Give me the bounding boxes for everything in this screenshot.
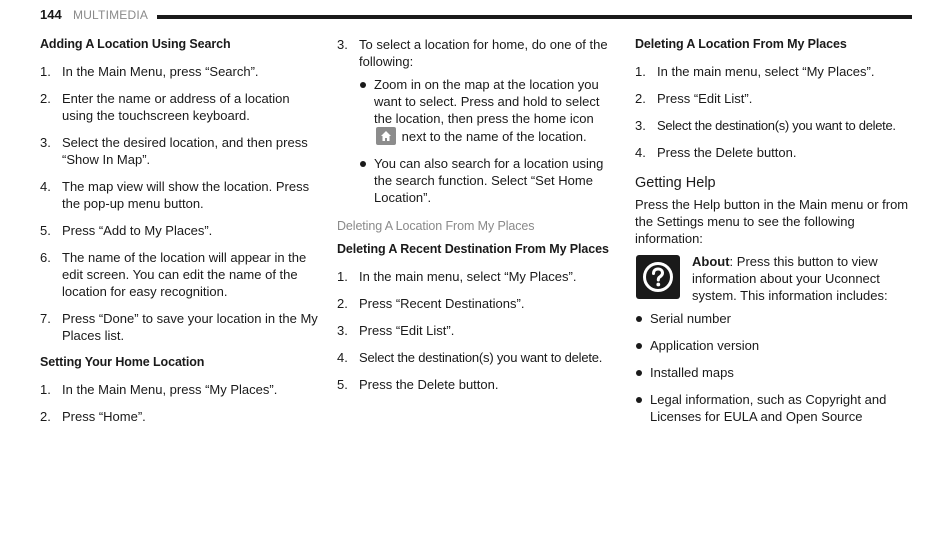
- step-text: Press “Add to My Places”.: [62, 223, 213, 238]
- delete-heading: Deleting A Location From My Places: [635, 37, 847, 51]
- step-number: 4.: [635, 145, 646, 160]
- step-number: 2.: [40, 91, 51, 106]
- bullet-text: Zoom in on the map at the location you want to select. Press and hold to select the location, then press the home icon: [374, 77, 600, 126]
- step-number: 3.: [635, 118, 646, 133]
- list-item: [359, 76, 619, 145]
- step-text: Press “Recent Destinations”.: [359, 296, 525, 311]
- step-text: The map view will show the location. Press the pop-up menu button.: [62, 179, 310, 211]
- list-item: [337, 268, 619, 285]
- step-number: 3.: [337, 323, 348, 338]
- list-item: [635, 310, 915, 327]
- list-item: [40, 310, 320, 344]
- list-item: [635, 63, 915, 80]
- step-text: In the Main Menu, press “My Places”.: [62, 382, 278, 397]
- step-number: 2.: [337, 296, 348, 311]
- home-icon: [376, 127, 396, 145]
- column-2: [337, 36, 619, 403]
- step-number: 1.: [337, 269, 348, 284]
- list-item: [635, 391, 915, 425]
- about-block: [635, 253, 915, 304]
- bullet-text: Installed maps: [650, 365, 734, 380]
- step-text: Press the Delete button.: [657, 145, 797, 160]
- step-text: In the Main Menu, press “Search”.: [62, 64, 259, 79]
- home-options: [359, 76, 619, 206]
- delete-steps: [635, 63, 915, 161]
- list-item: [635, 90, 915, 107]
- search-heading: Adding A Location Using Search: [40, 37, 231, 51]
- list-item: [40, 134, 320, 168]
- step-number: 3.: [337, 37, 348, 52]
- step-number: 4.: [337, 350, 348, 365]
- home-heading: Setting Your Home Location: [40, 355, 205, 369]
- list-item: [40, 381, 320, 398]
- column-3: [635, 36, 915, 435]
- step-text: The name of the location will appear in the edit screen. You can edit the name of the location for easy recognition.: [62, 250, 307, 299]
- list-item: [40, 222, 320, 239]
- about-label: About: [692, 254, 730, 269]
- search-steps: [40, 63, 320, 344]
- step-number: 4.: [40, 179, 51, 194]
- step-text: In the main menu, select “My Places”.: [657, 64, 875, 79]
- header-rule: [157, 15, 912, 19]
- gray-heading: Deleting A Location From My Places: [337, 219, 535, 233]
- step-text: Press the Delete button.: [359, 377, 499, 392]
- list-item: [337, 322, 619, 339]
- help-intro: Press the Help button in the Main menu or from the Settings menu to see the following information:: [635, 197, 909, 246]
- list-item: [40, 408, 320, 425]
- page-header: [40, 6, 912, 24]
- step-number: 1.: [40, 382, 51, 397]
- step-text: Press “Done” to save your location in the My Places list.: [62, 311, 318, 343]
- list-item: [40, 90, 320, 124]
- question-circle-icon: [636, 255, 680, 299]
- bullet-text: next to the name of the location.: [401, 129, 587, 144]
- step-text: Enter the name or address of a location using the touchscreen keyboard.: [62, 91, 290, 123]
- section-name: MULTIMEDIA: [73, 8, 149, 22]
- list-item: [337, 349, 619, 366]
- bullet-text: Legal information, such as Copyright and Licenses for EULA and Open Source: [650, 392, 887, 424]
- list-item: [40, 249, 320, 300]
- list-item: [635, 144, 915, 161]
- step-number: 5.: [337, 377, 348, 392]
- bullet-text: You can also search for a location using the search function. Select “Set Home Location”.: [374, 156, 604, 205]
- list-item: [635, 364, 915, 381]
- list-item: [337, 376, 619, 393]
- step-number: 7.: [40, 311, 51, 326]
- list-item: [635, 117, 915, 134]
- column-1: [40, 36, 320, 435]
- list-item: [40, 178, 320, 212]
- step-number: 2.: [635, 91, 646, 106]
- recent-heading: Deleting A Recent Destination From My Places: [337, 242, 609, 256]
- step-text: To select a location for home, do one of the following:: [359, 37, 608, 69]
- step-text: Select the desired location, and then press “Show In Map”.: [62, 135, 308, 167]
- about-text: : Press this button to view information about your Uconnect system. This information includes:: [692, 254, 888, 303]
- step-number: 1.: [635, 64, 646, 79]
- step-number: 5.: [40, 223, 51, 238]
- recent-steps: [337, 268, 619, 393]
- page-number: 144: [40, 7, 62, 22]
- step-text: Select the destination(s) you want to delete.: [359, 350, 603, 365]
- step-text: Press “Edit List”.: [359, 323, 455, 338]
- list-item: [635, 337, 915, 354]
- bullet-text: Application version: [650, 338, 760, 353]
- step-text: Press “Edit List”.: [657, 91, 753, 106]
- home-steps-continued: [337, 36, 619, 206]
- step-number: 6.: [40, 250, 51, 265]
- list-item: [337, 36, 619, 206]
- step-text: Select the destination(s) you want to delete.: [657, 118, 896, 133]
- bullet-text: Serial number: [650, 311, 731, 326]
- step-text: In the main menu, select “My Places”.: [359, 269, 577, 284]
- info-list: [635, 310, 915, 425]
- step-number: 1.: [40, 64, 51, 79]
- help-heading: Getting Help: [635, 175, 716, 191]
- step-number: 2.: [40, 409, 51, 424]
- list-item: [359, 155, 619, 206]
- list-item: [337, 295, 619, 312]
- home-steps: [40, 381, 320, 425]
- step-text: Press “Home”.: [62, 409, 146, 424]
- list-item: [40, 63, 320, 80]
- step-number: 3.: [40, 135, 51, 150]
